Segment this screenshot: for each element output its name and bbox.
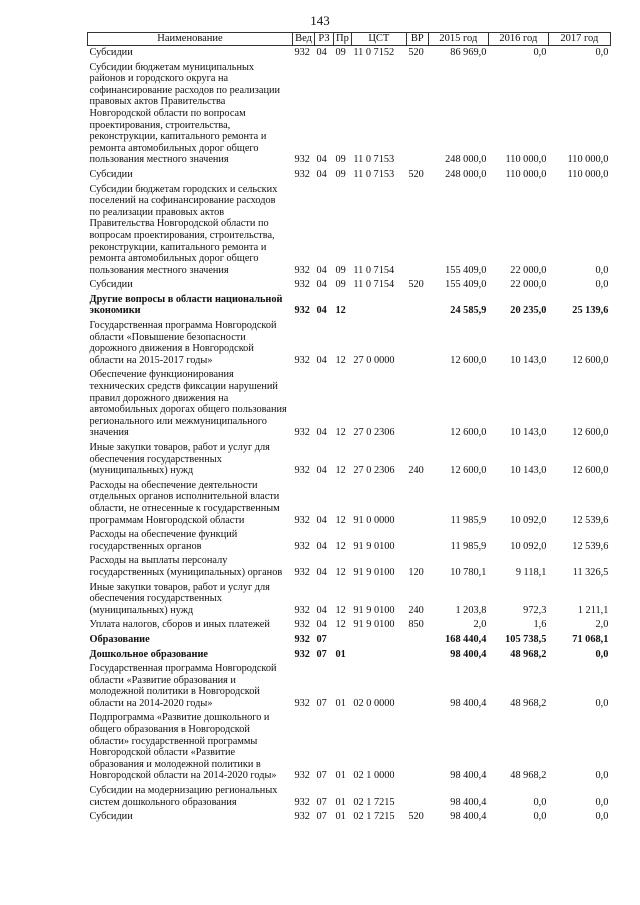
cell-rz: 07 <box>316 697 327 709</box>
cell-ved: 932 <box>294 47 310 58</box>
header-ved: Вед <box>293 33 315 46</box>
cell-pr: 09 <box>335 47 346 58</box>
cell-2017: 25 139,6 <box>572 305 609 317</box>
cell-vr <box>406 648 428 663</box>
cell-2016: 972,3 <box>523 604 547 616</box>
cell-cst: 02 1 7215 <box>353 796 395 808</box>
cell-2016: 48 968,2 <box>510 770 547 782</box>
cell-2017: 12 600,0 <box>572 354 609 366</box>
cell-ved: 932 <box>294 796 310 808</box>
cell-cst: 27 0 2306 <box>353 465 395 477</box>
cell-ved: 932 <box>294 427 310 439</box>
cell-pr: 01 <box>335 811 346 823</box>
header-name: Наименование <box>88 33 293 46</box>
table-row <box>88 662 611 711</box>
cell-2016: 110 000,0 <box>505 154 547 166</box>
cell-cst: 11 0 7154 <box>353 264 395 276</box>
cell-name: Иные закупки товаров, работ и услуг для обеспечения государственных (муниципальных) нужд <box>89 442 270 477</box>
cell-vr <box>406 784 428 810</box>
cell-2016: 10 143,0 <box>510 465 547 477</box>
cell-pr <box>334 633 352 648</box>
cell-ved: 932 <box>294 465 310 477</box>
cell-ved: 932 <box>294 604 310 616</box>
cell-2016: 9 118,1 <box>515 566 547 578</box>
cell-2015: 98 400,4 <box>450 697 487 709</box>
cell-2015: 98 400,4 <box>450 811 487 823</box>
cell-rz: 07 <box>316 648 327 660</box>
cell-rz: 04 <box>316 279 327 291</box>
header-vr: ВР <box>406 33 428 46</box>
cell-pr: 12 <box>335 305 346 317</box>
cell-2015: 86 969,0 <box>450 47 487 58</box>
cell-2015: 10 780,1 <box>450 566 487 578</box>
budget-table <box>87 32 611 825</box>
cell-2015: 11 985,9 <box>450 514 487 526</box>
cell-2015: 155 409,0 <box>445 279 487 291</box>
cell-2016: 10 143,0 <box>510 427 547 439</box>
cell-2017: 110 000,0 <box>567 168 609 180</box>
cell-2015: 248 000,0 <box>445 168 487 180</box>
cell-name: Субсидии на модернизацию региональных систем дошкольного образования <box>89 785 278 808</box>
cell-vr: 520 <box>408 279 424 291</box>
header-rz: РЗ <box>315 33 334 46</box>
cell-2017: 0,0 <box>595 264 609 276</box>
cell-cst: 91 9 0100 <box>353 540 395 552</box>
cell-vr <box>406 368 428 441</box>
cell-2015: 98 400,4 <box>450 770 487 782</box>
cell-rz: 04 <box>316 540 327 552</box>
cell-2016: 0,0 <box>533 811 547 823</box>
cell-2017: 0,0 <box>595 770 609 782</box>
cell-pr: 12 <box>335 354 346 366</box>
cell-2015: 12 600,0 <box>450 354 487 366</box>
cell-cst: 27 0 2306 <box>353 427 395 439</box>
cell-2017: 0,0 <box>595 796 609 808</box>
cell-rz: 04 <box>316 168 327 180</box>
cell-cst: 11 0 7154 <box>353 279 395 291</box>
cell-name: Расходы на выплаты персоналу государственных (муниципальных) органов <box>89 555 283 578</box>
cell-2017: 0,0 <box>595 47 609 58</box>
table-header <box>88 33 611 46</box>
cell-2016: 0,0 <box>533 47 547 58</box>
cell-pr: 09 <box>335 168 346 180</box>
cell-rz: 04 <box>316 619 327 631</box>
cell-rz: 04 <box>316 566 327 578</box>
cell-ved: 932 <box>294 697 310 709</box>
header-2016: 2016 год <box>488 33 548 46</box>
cell-cst: 91 9 0100 <box>353 566 395 578</box>
cell-2017: 110 000,0 <box>567 154 609 166</box>
table-row <box>88 711 611 784</box>
cell-name: Подпрограмма «Развитие дошкольного и общего образования в Новгородской области» государственной программы Новгородской области «Развитие образования и молодежной политики в Новгородской области на 2014-2020 годы» <box>89 712 277 782</box>
cell-rz: 04 <box>316 305 327 317</box>
header-pr: Пр <box>334 33 352 46</box>
cell-2017: 2,0 <box>595 619 609 631</box>
cell-pr: 01 <box>335 796 346 808</box>
table-row <box>88 368 611 441</box>
cell-rz: 04 <box>316 354 327 366</box>
cell-cst: 27 0 0000 <box>353 354 395 366</box>
cell-ved: 932 <box>294 279 310 291</box>
header-cst: ЦСТ <box>351 33 406 46</box>
cell-rz: 04 <box>316 264 327 276</box>
cell-pr: 12 <box>335 604 346 616</box>
header-2017: 2017 год <box>548 33 610 46</box>
table-body <box>88 46 611 825</box>
cell-pr: 12 <box>335 514 346 526</box>
table-row <box>88 554 611 580</box>
cell-2016: 110 000,0 <box>505 168 547 180</box>
cell-name: Уплата налогов, сборов и иных платежей <box>89 619 270 631</box>
cell-vr: 520 <box>408 47 424 58</box>
cell-ved: 932 <box>294 154 310 166</box>
cell-rz: 07 <box>316 633 327 645</box>
cell-2015: 155 409,0 <box>445 264 487 276</box>
cell-2016: 105 738,5 <box>505 633 547 645</box>
cell-pr: 12 <box>335 566 346 578</box>
cell-vr: 520 <box>408 811 424 823</box>
cell-2015: 2,0 <box>473 619 487 631</box>
cell-2017: 0,0 <box>595 811 609 823</box>
cell-name: Государственная программа Новгородской области «Развитие образования и молодежной политики в Новгородской области на 2014-2020 годы» <box>89 663 277 709</box>
cell-name: Субсидии бюджетам городских и сельских поселений на софинансирование расходов по реализации правовых актов Правительства Новгородской области по вопросам проектирования, строительства, реконструкции, капитального ремонта и ремонта автомобильных дорог общего пользования местного значения <box>89 183 278 276</box>
cell-2015: 1 203,8 <box>455 604 487 616</box>
cell-ved: 932 <box>294 770 310 782</box>
cell-pr: 01 <box>335 697 346 709</box>
cell-vr <box>406 711 428 784</box>
cell-ved: 932 <box>294 540 310 552</box>
cell-ved: 932 <box>294 811 310 823</box>
cell-2015: 11 985,9 <box>450 540 487 552</box>
table-row <box>88 319 611 368</box>
page-number: 143 <box>310 13 330 28</box>
table-row <box>88 293 611 319</box>
cell-ved: 932 <box>294 566 310 578</box>
cell-cst <box>351 648 406 663</box>
cell-2015: 24 585,9 <box>450 305 487 317</box>
cell-vr <box>406 479 428 528</box>
cell-2015: 98 400,4 <box>450 648 487 660</box>
table-row <box>88 441 611 479</box>
cell-vr <box>406 61 428 168</box>
cell-2015: 12 600,0 <box>450 427 487 439</box>
cell-2015: 12 600,0 <box>450 465 487 477</box>
cell-pr: 09 <box>335 264 346 276</box>
cell-vr <box>406 319 428 368</box>
cell-pr: 09 <box>335 154 346 166</box>
cell-cst: 91 0 0000 <box>353 514 395 526</box>
cell-name: Иные закупки товаров, работ и услуг для обеспечения государственных (муниципальных) нужд <box>89 581 270 616</box>
cell-2016: 0,0 <box>533 796 547 808</box>
table-row <box>88 479 611 528</box>
cell-2017: 0,0 <box>595 697 609 709</box>
cell-vr: 120 <box>408 566 424 578</box>
cell-2015: 98 400,4 <box>450 796 487 808</box>
table-row <box>88 168 611 183</box>
cell-ved: 932 <box>294 168 310 180</box>
cell-rz: 07 <box>316 770 327 782</box>
cell-2016: 1,6 <box>533 619 547 631</box>
cell-cst: 91 9 0100 <box>353 619 395 631</box>
cell-2017: 71 068,1 <box>572 633 609 645</box>
cell-vr: 520 <box>408 168 424 180</box>
cell-2016: 20 235,0 <box>510 305 547 317</box>
cell-ved: 932 <box>294 619 310 631</box>
cell-vr <box>406 183 428 279</box>
cell-cst <box>351 633 406 648</box>
table-row <box>88 278 611 293</box>
cell-cst: 11 0 7153 <box>353 154 395 166</box>
table-row <box>88 618 611 633</box>
cell-2017: 12 600,0 <box>572 427 609 439</box>
cell-2017: 12 539,6 <box>572 514 609 526</box>
header-2015: 2015 год <box>428 33 488 46</box>
cell-pr: 12 <box>335 540 346 552</box>
table-row <box>88 46 611 61</box>
cell-2016: 10 143,0 <box>510 354 547 366</box>
cell-cst: 11 0 7152 <box>353 47 395 58</box>
cell-name: Субсидии <box>89 279 133 291</box>
table-row <box>88 810 611 825</box>
cell-2017: 1 211,1 <box>577 604 609 616</box>
cell-vr <box>406 633 428 648</box>
table-row <box>88 528 611 554</box>
cell-2016: 48 968,2 <box>510 648 547 660</box>
cell-2017: 0,0 <box>595 648 609 660</box>
cell-ved: 932 <box>294 633 310 645</box>
cell-name: Субсидии <box>89 811 133 823</box>
cell-vr <box>406 528 428 554</box>
table-row <box>88 648 611 663</box>
cell-rz: 04 <box>316 47 327 58</box>
cell-ved: 932 <box>294 305 310 317</box>
cell-vr <box>406 293 428 319</box>
cell-2016: 48 968,2 <box>510 697 547 709</box>
cell-name: Обеспечение функционирования технических средств фиксации нарушений правил дорожного движения на автомобильных дорогах общего пользования регионального или межмуниципального значения <box>89 369 287 439</box>
cell-pr: 09 <box>335 279 346 291</box>
cell-ved: 932 <box>294 264 310 276</box>
cell-rz: 04 <box>316 427 327 439</box>
cell-name: Субсидии <box>89 168 133 180</box>
cell-2017: 12 600,0 <box>572 465 609 477</box>
cell-ved: 932 <box>294 354 310 366</box>
cell-name: Субсидии бюджетам муниципальных районов и городского округа на софинансирование расходов по реализации правовых актов Правительства Новгородской области по вопросам проектирования, строительства, реконструкции, капитального ремонта и ремонта автомобильных дорог общего пользования местного значения <box>89 61 280 166</box>
table-row <box>88 581 611 619</box>
cell-rz: 04 <box>316 154 327 166</box>
cell-2017: 0,0 <box>595 279 609 291</box>
cell-vr <box>406 662 428 711</box>
cell-rz: 04 <box>316 604 327 616</box>
cell-rz: 04 <box>316 514 327 526</box>
cell-2016: 10 092,0 <box>510 514 547 526</box>
cell-cst: 02 1 0000 <box>353 770 395 782</box>
cell-pr: 12 <box>335 619 346 631</box>
cell-cst <box>351 293 406 319</box>
cell-2016: 10 092,0 <box>510 540 547 552</box>
cell-name: Расходы на обеспечение функций государственных органов <box>89 529 238 552</box>
cell-2017: 11 326,5 <box>572 566 609 578</box>
cell-rz: 04 <box>316 465 327 477</box>
cell-2015: 248 000,0 <box>445 154 487 166</box>
cell-vr: 240 <box>408 465 424 477</box>
cell-rz: 07 <box>316 811 327 823</box>
cell-name: Образование <box>89 633 150 645</box>
table-row <box>88 784 611 810</box>
cell-pr: 12 <box>335 427 346 439</box>
cell-name: Дошкольное образование <box>89 648 208 660</box>
cell-pr: 01 <box>335 648 346 660</box>
cell-name: Расходы на обеспечение деятельности отдельных органов исполнительной власти области, не отнесенные к государственным программам Новгородской области <box>89 479 280 526</box>
cell-name: Государственная программа Новгородской области «Повышение безопасности дорожного движения в Новгородской области на 2015-2017 годы» <box>89 320 277 366</box>
cell-2016: 22 000,0 <box>510 279 547 291</box>
cell-vr: 850 <box>408 619 424 631</box>
cell-name: Субсидии <box>89 47 133 58</box>
cell-2015: 168 440,4 <box>445 633 487 645</box>
table-row <box>88 183 611 279</box>
cell-pr: 01 <box>335 770 346 782</box>
table-row <box>88 633 611 648</box>
cell-ved: 932 <box>294 648 310 660</box>
cell-name: Другие вопросы в области национальной экономики <box>89 293 283 317</box>
cell-ved: 932 <box>294 514 310 526</box>
cell-rz: 07 <box>316 796 327 808</box>
cell-cst: 91 9 0100 <box>353 604 395 616</box>
cell-cst: 02 1 7215 <box>353 811 395 823</box>
cell-pr: 12 <box>335 465 346 477</box>
cell-vr: 240 <box>408 604 424 616</box>
table-row <box>88 61 611 168</box>
cell-2017: 12 539,6 <box>572 540 609 552</box>
cell-cst: 02 0 0000 <box>353 697 395 709</box>
cell-2016: 22 000,0 <box>510 264 547 276</box>
cell-cst: 11 0 7153 <box>353 168 395 180</box>
